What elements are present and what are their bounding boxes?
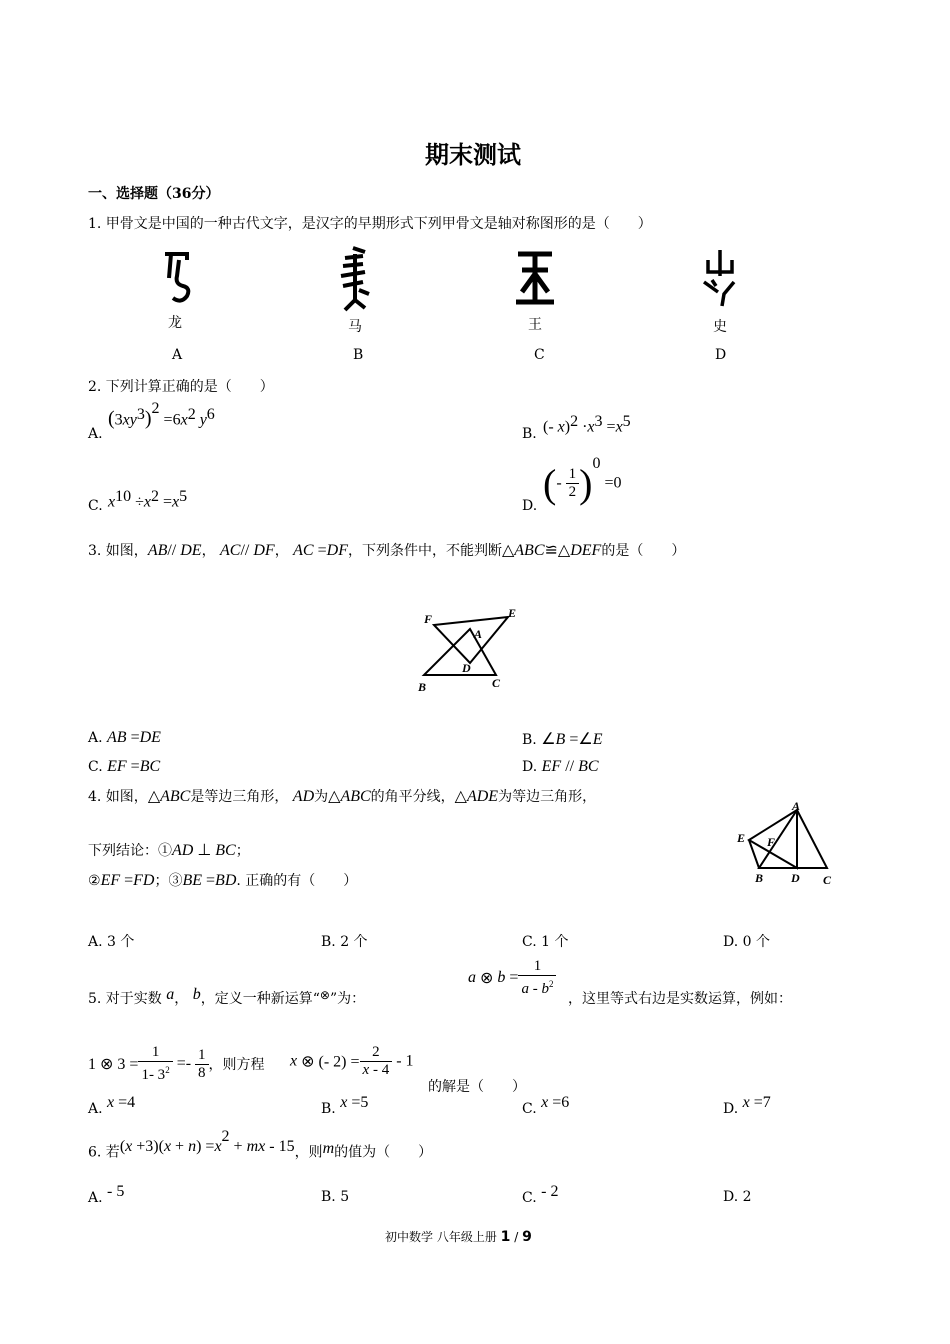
question-4-stem: 4. 如图，△ABC是等边三角形， AD为△ABC的角平分线，△ADE为等边三角形，: [88, 788, 597, 805]
question-5-ask: 的解是（ ）: [428, 1079, 526, 1095]
q2-option-b-expr: (- $x)^2 \cdot x^3 =x^5$: [543, 413, 631, 436]
q1-option-a[interactable]: A: [172, 347, 183, 363]
q6-option-c[interactable]: C. - 2: [522, 1183, 559, 1206]
q2-option-a-expr: $(3xy^3)^2 =6x^2$ $y^6$: [108, 400, 215, 430]
q4-option-d[interactable]: D. 0 个: [723, 934, 770, 950]
q4-label-f: F: [767, 835, 776, 849]
q2-option-c-expr: $x^{10} \div x^2 =x^5$: [108, 488, 188, 511]
q4-conclusion-1: 下列结论：①AD ⊥ BC；: [88, 842, 250, 859]
question-5-definition: a ⊗ b = $\frac{1}{a - b^2}$: [468, 958, 556, 998]
q2-option-b-label[interactable]: B.: [522, 426, 537, 442]
q3-label-a: A: [474, 627, 483, 641]
glyph-label-dragon: 龙: [168, 315, 182, 331]
q4-conclusion-2: ②EF =FD；③BE =BD. 正确的有（ ）: [88, 872, 358, 889]
page-title: 期末测试: [425, 141, 521, 169]
question-3-stem: 3. 如图，AB// DE， AC// DF， AC =DF，下列条件中，不能判断△ABC≌△DEF的是（ ）: [88, 542, 686, 559]
question-5-equation: x ⊗ (- 2) = $\frac{2}{x - 4}$ - 1: [290, 1044, 414, 1078]
q4-figure: [735, 798, 840, 894]
glyph-label-horse: 马: [348, 319, 362, 335]
q1-option-c[interactable]: C: [534, 347, 545, 363]
q4-label-a: A: [792, 799, 801, 813]
q1-option-d[interactable]: D: [715, 347, 727, 363]
q2-option-d-label[interactable]: D.: [522, 498, 538, 514]
q3-label-f: F: [424, 612, 433, 626]
oracle-glyph-horse: [335, 244, 375, 316]
question-5-example: 1 ⊗ 3 = $\frac{1}{1- 3^2}$ =- $\frac{1}{8}$ ，则方程: [88, 1044, 265, 1083]
question-6-stem: 6. 若$(x +3)(x + n) =x^2$ + mx - 15，则m的值为（ ）: [88, 1128, 433, 1161]
q4-option-b[interactable]: B. 2 个: [321, 934, 368, 950]
page-footer: [385, 1228, 532, 1245]
q4-label-b: B: [755, 871, 764, 885]
oracle-glyph-dragon: [157, 248, 197, 308]
q5-option-d[interactable]: D. x =7: [723, 1094, 771, 1117]
q6-option-b[interactable]: B. 5: [321, 1189, 350, 1205]
q4-label-d: D: [791, 871, 800, 885]
footer-separator: /: [514, 1230, 519, 1244]
q3-label-c: C: [492, 676, 501, 690]
question-2-stem: 2. 下列计算正确的是（ ）: [88, 379, 274, 395]
question-1-stem: 1. 甲骨文是中国的一种古代文字，是汉字的早期形式下列甲骨文是轴对称图形的是（ ）: [88, 216, 652, 232]
q2-option-a-label[interactable]: A.: [88, 426, 103, 442]
footer-page-number: 1: [500, 1229, 511, 1245]
question-5-stem-part1: 5. 对于实数 a， b，定义一种新运算“⊗”为：: [88, 986, 366, 1007]
q5-option-a[interactable]: A. x =4: [88, 1094, 136, 1117]
q3-figure: [412, 605, 522, 699]
q2-option-d-expr: (- $\frac{1}{2}$ )$^0$ =0: [543, 454, 622, 506]
q6-option-d[interactable]: D. 2: [723, 1189, 752, 1205]
q5-option-b[interactable]: B. x =5: [321, 1094, 369, 1117]
q4-label-e: E: [737, 831, 746, 845]
q4-option-a[interactable]: A. 3 个: [88, 934, 135, 950]
q1-option-b[interactable]: B: [353, 347, 364, 363]
question-5-stem-part2: ，这里等式右边是实数运算，例如：: [568, 991, 792, 1007]
q3-label-b: B: [418, 680, 427, 694]
q3-label-e: E: [508, 606, 517, 620]
q5-option-c[interactable]: C. x =6: [522, 1094, 570, 1117]
q3-option-a[interactable]: A. AB =DE: [88, 729, 161, 746]
q4-label-c: C: [823, 873, 832, 887]
q3-label-d: D: [462, 661, 471, 675]
glyph-label-history: 史: [713, 319, 727, 335]
glyph-label-king: 王: [528, 317, 542, 333]
q3-option-c[interactable]: C. EF =BC: [88, 758, 161, 775]
q2-option-c-label[interactable]: C.: [88, 498, 103, 514]
footer-text: 初中数学 八年级上册: [385, 1230, 497, 1244]
oracle-glyph-history: [700, 246, 740, 312]
footer-page-total: 9: [522, 1229, 532, 1245]
q3-option-d[interactable]: D. EF // BC: [522, 758, 599, 775]
section-heading: 一、选择题（36分）: [88, 186, 220, 202]
q4-option-c[interactable]: C. 1 个: [522, 934, 569, 950]
oracle-glyph-king: [514, 248, 556, 308]
q6-option-a[interactable]: A. - 5: [88, 1183, 125, 1206]
q3-option-b[interactable]: B. ∠B =∠E: [522, 731, 603, 748]
